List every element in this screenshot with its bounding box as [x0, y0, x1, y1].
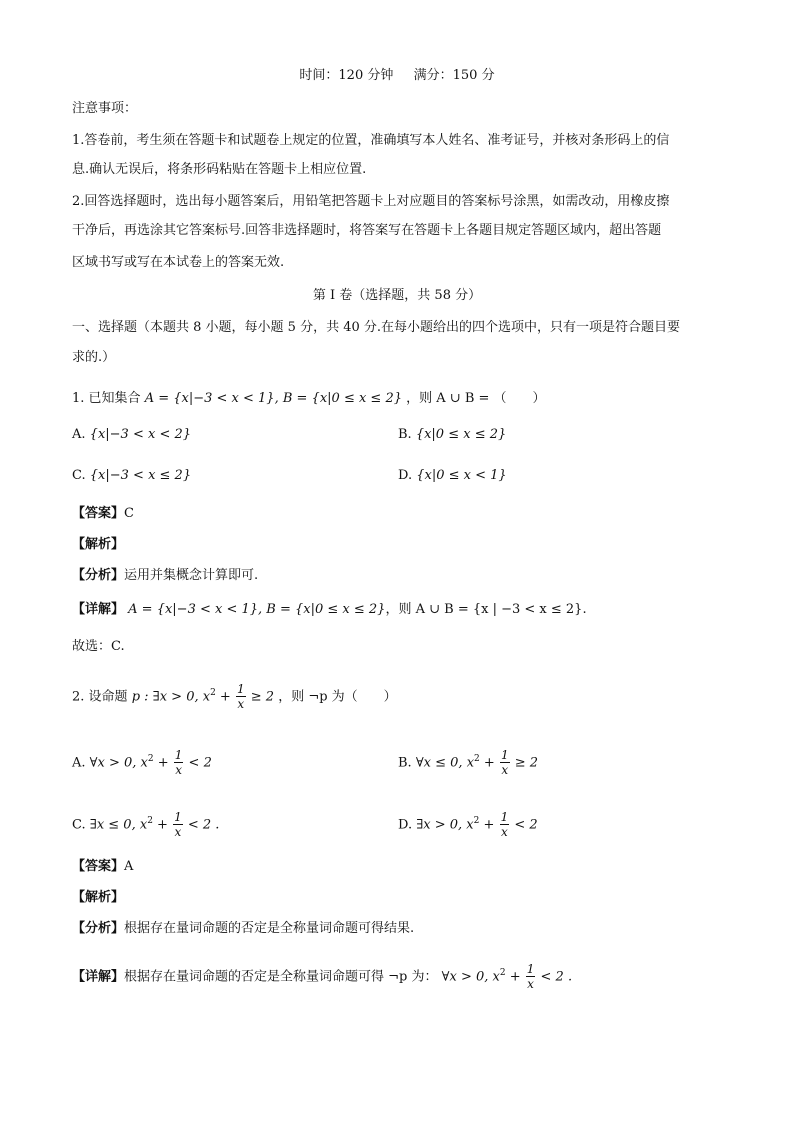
numerator: 1: [174, 748, 183, 763]
option-label: A.: [72, 427, 86, 442]
q1-option-c: [72, 466, 191, 486]
q1-lead: 1. 已知集合: [72, 391, 141, 406]
option-pre: ∃x > 0, x: [416, 817, 474, 833]
notes-title: 注意事项：: [72, 101, 138, 116]
analysis-tag: 【解析】: [72, 537, 125, 552]
numerator: 1: [236, 682, 245, 697]
q1-ask: ，则 A ∪ B = （ ）: [406, 391, 546, 406]
q2-xiangjie: [72, 958, 572, 992]
time-limit: 时间：120 分钟: [299, 68, 394, 83]
q2-option-b: [398, 744, 538, 778]
q2-p-expr: p : ∃x > 0, x: [131, 689, 211, 705]
option-text: {x|−3 < x ≤ 2}: [89, 468, 192, 483]
option-label: D.: [398, 468, 413, 483]
xiangjie-post: < 2 .: [536, 969, 573, 985]
option-post: < 2: [184, 755, 212, 771]
plus-sign: +: [479, 755, 499, 771]
fraction: [173, 810, 183, 839]
q2-fenxi: [72, 919, 414, 939]
q1-option-a: [72, 425, 191, 445]
option-text: {x|0 ≤ x ≤ 2}: [415, 427, 507, 442]
q1-option-b: [398, 425, 506, 445]
square-exponent: 2: [147, 754, 154, 764]
analysis-tag: 【解析】: [72, 890, 125, 905]
square-exponent: 2: [210, 688, 216, 698]
q1-option-d: [398, 466, 507, 486]
denominator: x: [237, 697, 245, 712]
xiangjie-tag: 【详解】: [72, 602, 125, 617]
numerator: 1: [526, 962, 535, 977]
option-label: A.: [72, 755, 86, 771]
note-2-line-2: 干净后，再选涂其它答案标号.回答非选择题时，将答案写在答题卡上各题目规定答题区域内，超出答题: [72, 223, 662, 238]
plus-sign: +: [215, 689, 235, 705]
xiangjie-pre: ∀x > 0, x: [441, 969, 500, 985]
option-label: D.: [398, 817, 413, 833]
denominator: x: [501, 763, 509, 778]
q2-ask: ，则 ¬p 为（ ）: [278, 689, 397, 705]
full-score: 满分：150 分: [413, 68, 495, 83]
section-title: 第 I 卷（选择题，共 58 分）: [312, 288, 482, 303]
q1-analysis-tag: [72, 535, 124, 555]
fraction: [500, 748, 510, 777]
denominator: x: [527, 977, 534, 992]
plus-sign: +: [479, 817, 499, 833]
plus-sign: +: [152, 817, 173, 833]
exam-header: [0, 66, 794, 86]
plus-sign: +: [505, 969, 525, 985]
q2-option-c: [72, 806, 219, 840]
q1-set-b: B = {x|0 ≤ x ≤ 2}: [282, 391, 402, 406]
xiangjie-result: ，则 A ∪ B = {x | −3 < x ≤ 2}.: [385, 602, 587, 617]
denominator: x: [175, 763, 182, 778]
fraction: [174, 748, 184, 777]
denominator: x: [500, 825, 508, 840]
answer-tag: 【答案】: [72, 859, 125, 874]
option-label: C.: [72, 468, 86, 483]
option-pre: ∃x ≤ 0, x: [89, 817, 148, 833]
q1-xiangjie: [72, 600, 587, 620]
question-1-stem: 1. 已知集合 A = {x|−3 < x < 1}, B = {x|0 ≤ x ≤ 2} ，则 A ∪ B = （ ）: [72, 391, 546, 406]
plus-sign: +: [153, 755, 173, 771]
fraction: [500, 810, 510, 839]
q2-ge: ≥ 2: [246, 689, 275, 705]
q1-set-a: A = {x|−3 < x < 1}: [144, 391, 275, 406]
xiangjie-tag: 【详解】: [72, 969, 125, 985]
square-exponent: 2: [499, 968, 506, 978]
option-pre: ∀x ≤ 0, x: [415, 755, 475, 771]
xiangjie-text: 根据存在量词命题的否定是全称量词命题可得 ¬p 为：: [124, 969, 438, 985]
fraction: [236, 682, 246, 711]
note-1-line-2: 息.确认无误后，将条形码粘贴在答题卡上相应位置.: [72, 162, 367, 177]
q1-choose: 故选：C.: [72, 639, 125, 654]
q2-option-a: [72, 744, 212, 778]
option-post: ≥ 2: [510, 755, 539, 771]
q1-fenxi: [72, 566, 258, 586]
q2-option-d: [398, 806, 538, 840]
fenxi-tag: 【分析】: [72, 921, 125, 936]
fenxi-text: 根据存在量词命题的否定是全称量词命题可得结果.: [124, 921, 415, 936]
option-text: {x|−3 < x < 2}: [89, 427, 192, 442]
option-pre: ∀x > 0, x: [89, 755, 148, 771]
note-1-line-1: 1.答卷前，考生须在答题卡和试题卷上规定的位置，准确填写本人姓名、准考证号，并核对条形码上的信: [72, 133, 670, 148]
option-label: C.: [72, 817, 86, 833]
numerator: 1: [500, 810, 509, 825]
option-label: B.: [398, 427, 412, 442]
question-2-stem: [72, 678, 397, 712]
square-exponent: 2: [147, 816, 153, 826]
q2-answer: [72, 857, 133, 877]
denominator: x: [174, 825, 182, 840]
note-2-line-1: 2.回答选择题时，选出每小题答案后，用铅笔把答题卡上对应题目的答案标号涂黑，如需改动，用橡皮擦: [72, 194, 670, 209]
answer-value: A: [124, 859, 134, 874]
note-2-line-3: 区域书写或写在本试卷上的答案无效.: [72, 255, 285, 270]
q2-analysis-tag: [72, 888, 124, 908]
option-post: < 2: [510, 817, 538, 833]
section-intro-line-2: 求的.）: [72, 350, 116, 365]
square-exponent: 2: [473, 816, 480, 826]
option-label: B.: [398, 755, 412, 771]
answer-value: C: [124, 506, 134, 521]
answer-tag: 【答案】: [72, 506, 125, 521]
option-text: {x|0 ≤ x < 1}: [416, 468, 507, 483]
xiangjie-math: A = {x|−3 < x < 1}, B = {x|0 ≤ x ≤ 2}: [128, 602, 386, 617]
numerator: 1: [174, 810, 182, 825]
fraction: [526, 962, 536, 991]
q1-answer: [72, 504, 134, 524]
q2-lead: 2. 设命题: [72, 689, 128, 705]
square-exponent: 2: [474, 754, 480, 764]
option-post: < 2 .: [183, 817, 220, 833]
fenxi-tag: 【分析】: [72, 568, 125, 583]
numerator: 1: [500, 748, 509, 763]
fenxi-text: 运用并集概念计算即可.: [124, 568, 259, 583]
section-intro-line-1: 一、选择题（本题共 8 小题，每小题 5 分，共 40 分.在每小题给出的四个选项中，只有一项是符合题目要: [72, 320, 681, 335]
